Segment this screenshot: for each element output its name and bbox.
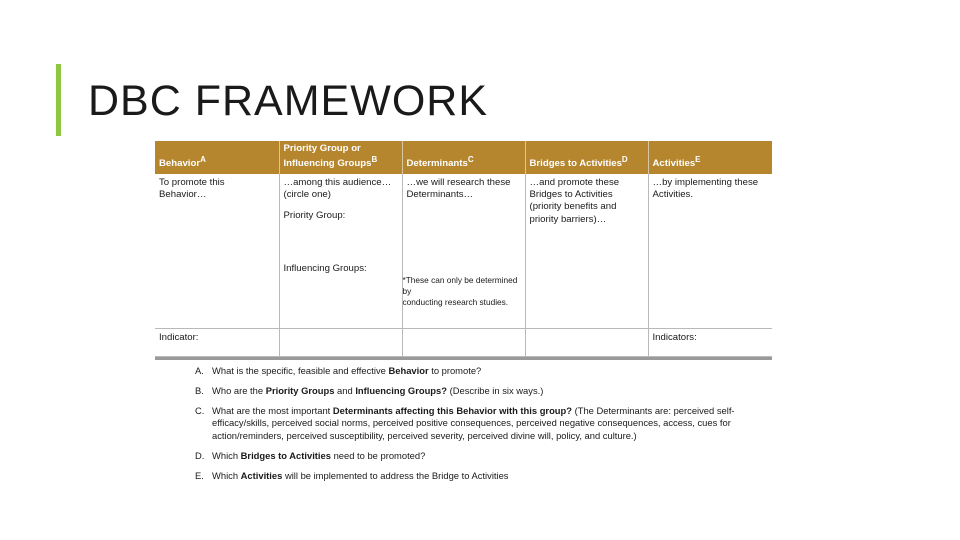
question-list: [155, 365, 772, 483]
cell-activities: …by implementing these Activities.: [648, 174, 772, 329]
indicator-empty-cell: [402, 328, 525, 356]
indicator-left-label: Indicator:: [155, 328, 279, 356]
table-row: [155, 174, 772, 329]
priority-group-label: Priority Group:: [283, 210, 346, 222]
influencing-groups-label: Influencing Groups:: [283, 262, 367, 274]
cell-determinants: …we will research these Determinants… *These can only be determined by conducting research studies.: [402, 174, 525, 329]
header-determinants: Determinants$^C$: [402, 141, 525, 174]
cell-priority-group: …among this audience… (circle one) Priority Group: Influencing Groups:: [279, 174, 402, 329]
table-header-row: [155, 141, 772, 174]
header-behavior: Behavior$^A$: [155, 141, 279, 174]
header-bridges: Bridges to Activities$^D$: [525, 141, 648, 174]
determinants-footnote: *These can only be determined by conducting research studies.: [402, 275, 518, 307]
dbc-table: [155, 141, 772, 357]
list-item: A. What is the specific, feasible and effective Behavior to promote?: [195, 364, 482, 376]
header-priority-group: Priority Group or Influencing Groups$^B$: [279, 141, 402, 174]
indicator-empty-cell: [279, 328, 402, 356]
dbc-framework-figure: [155, 141, 772, 490]
cell-bridges: …and promote these Bridges to Activities (priority benefits and priority barriers)…: [525, 174, 648, 329]
indicator-right-label: Indicators:: [648, 328, 772, 356]
header-activities: Activities$^E$: [648, 141, 772, 174]
slide-title: DBC FRAMEWORK: [88, 77, 488, 125]
table-bottom-rule: [155, 357, 772, 360]
list-item: C. What are the most important Determinants affecting this Behavior with this group? (The Determinants are: perceived self-efficacy/skills, perceived social norms, perceived positive consequences, perceived negative consequences, access, cues for action/reminders, perceived susceptibility, perceived severity, perceived divine will, policy, and culture.): [195, 405, 735, 441]
list-item: E. Which Activities will be implemented to address the Bridge to Activities: [195, 470, 509, 482]
list-item: D. Which Bridges to Activities need to be promoted?: [195, 449, 426, 461]
list-item: B. Who are the Priority Groups and Influencing Groups? (Describe in six ways.): [195, 384, 544, 396]
indicator-row: [155, 328, 772, 356]
indicator-empty-cell: [525, 328, 648, 356]
cell-behavior: To promote this Behavior…: [155, 174, 279, 329]
title-accent-bar: [56, 64, 61, 136]
